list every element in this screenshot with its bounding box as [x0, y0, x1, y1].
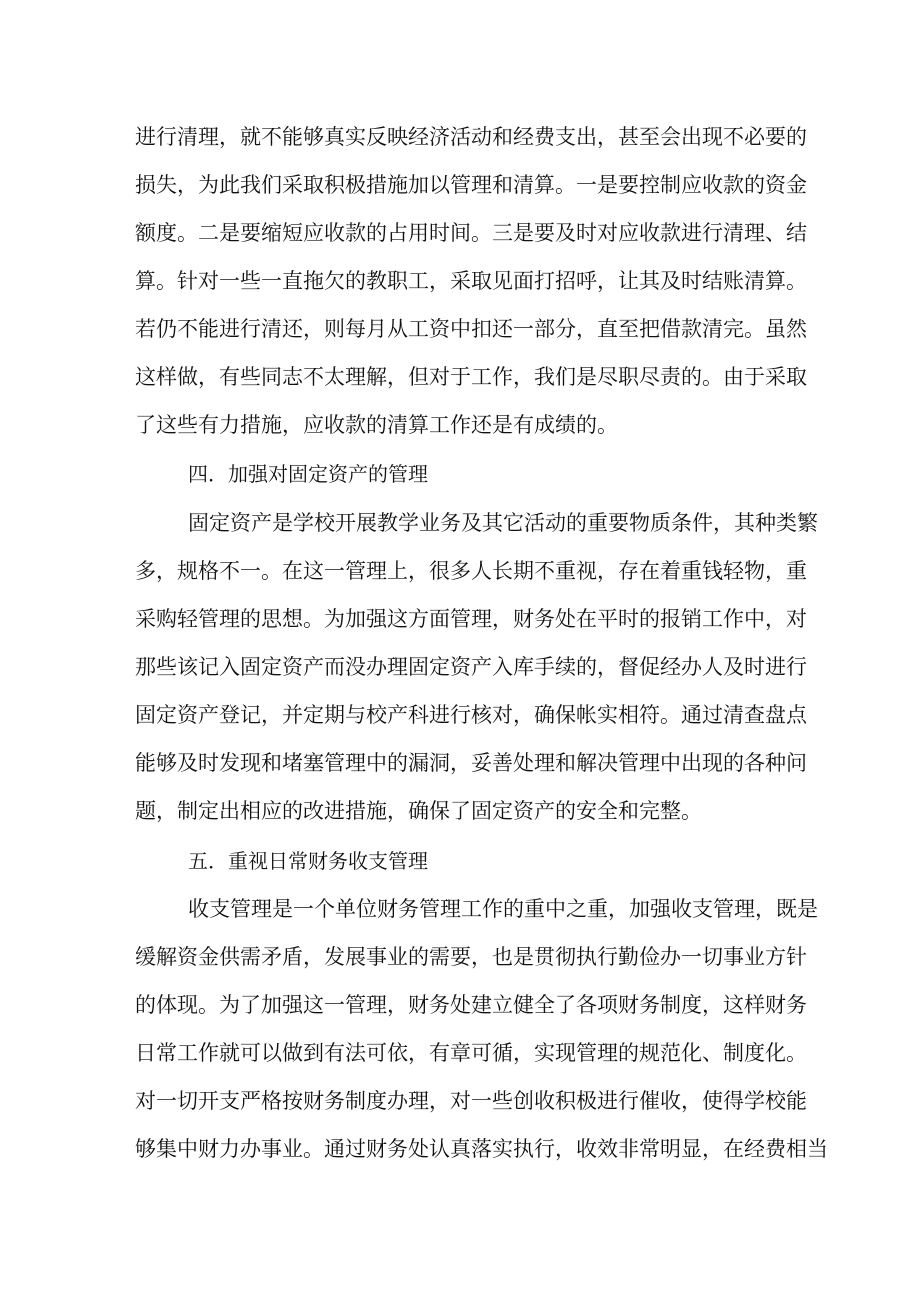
paragraph-line: 收支管理是一个单位财务管理工作的重中之重，加强收支管理，既是 — [188, 897, 818, 921]
paragraph-line: 采购轻管理的思想。为加强这方面管理，财务处在平时的报销工作中，对 — [135, 607, 807, 631]
paragraph-line: 对一切开支严格按财务制度办理，对一些创收积极进行催收，使得学校能 — [135, 1089, 807, 1113]
paragraph-line: 损失，为此我们采取积极措施加以管理和清算。一是要控制应收款的资金 — [135, 173, 807, 197]
section-heading-4: 四．加强对固定资产的管理 — [188, 462, 428, 486]
paragraph-line: 够集中财力办事业。通过财务处认真落实执行，收效非常明显，在经费相当 — [135, 1137, 828, 1161]
paragraph-line: 那些该记入固定资产而没办理固定资产入库手续的，督促经办人及时进行 — [135, 655, 807, 679]
paragraph-line: 固定资产登记，并定期与校产科进行核对，确保帐实相符。通过清查盘点 — [135, 703, 807, 727]
paragraph-line: 日常工作就可以做到有法可依，有章可循，实现管理的规范化、制度化。 — [135, 1041, 807, 1065]
section-heading-5: 五．重视日常财务收支管理 — [188, 849, 428, 873]
paragraph-line: 能够及时发现和堵塞管理中的漏洞，妥善处理和解决管理中出现的各种问 — [135, 751, 807, 775]
paragraph-line: 这样做，有些同志不太理解，但对于工作，我们是尽职尽责的。由于采取 — [135, 365, 807, 389]
paragraph-line: 题，制定出相应的改进措施，确保了固定资产的安全和完整。 — [135, 799, 702, 823]
paragraph-line: 额度。二是要缩短应收款的占用时间。三是要及时对应收款进行清理、结 — [135, 221, 807, 245]
paragraph-line: 缓解资金供需矛盾，发展事业的需要，也是贯彻执行勤俭办一切事业方针 — [135, 945, 807, 969]
paragraph-line: 若仍不能进行清还，则每月从工资中扣还一部分，直至把借款清完。虽然 — [135, 317, 807, 341]
paragraph-line: 多，规格不一。在这一管理上，很多人长期不重视，存在着重钱轻物，重 — [135, 559, 807, 583]
paragraph-line: 进行清理，就不能够真实反映经济活动和经费支出，甚至会出现不必要的 — [135, 125, 807, 149]
paragraph-line: 算。针对一些一直拖欠的教职工，采取见面打招呼，让其及时结账清算。 — [135, 269, 807, 293]
paragraph-line: 了这些有力措施，应收款的清算工作还是有成绩的。 — [135, 413, 618, 437]
paragraph-line: 固定资产是学校开展教学业务及其它活动的重要物质条件，其种类繁 — [188, 511, 818, 535]
paragraph-line: 的体现。为了加强这一管理，财务处建立健全了各项财务制度，这样财务 — [135, 993, 807, 1017]
